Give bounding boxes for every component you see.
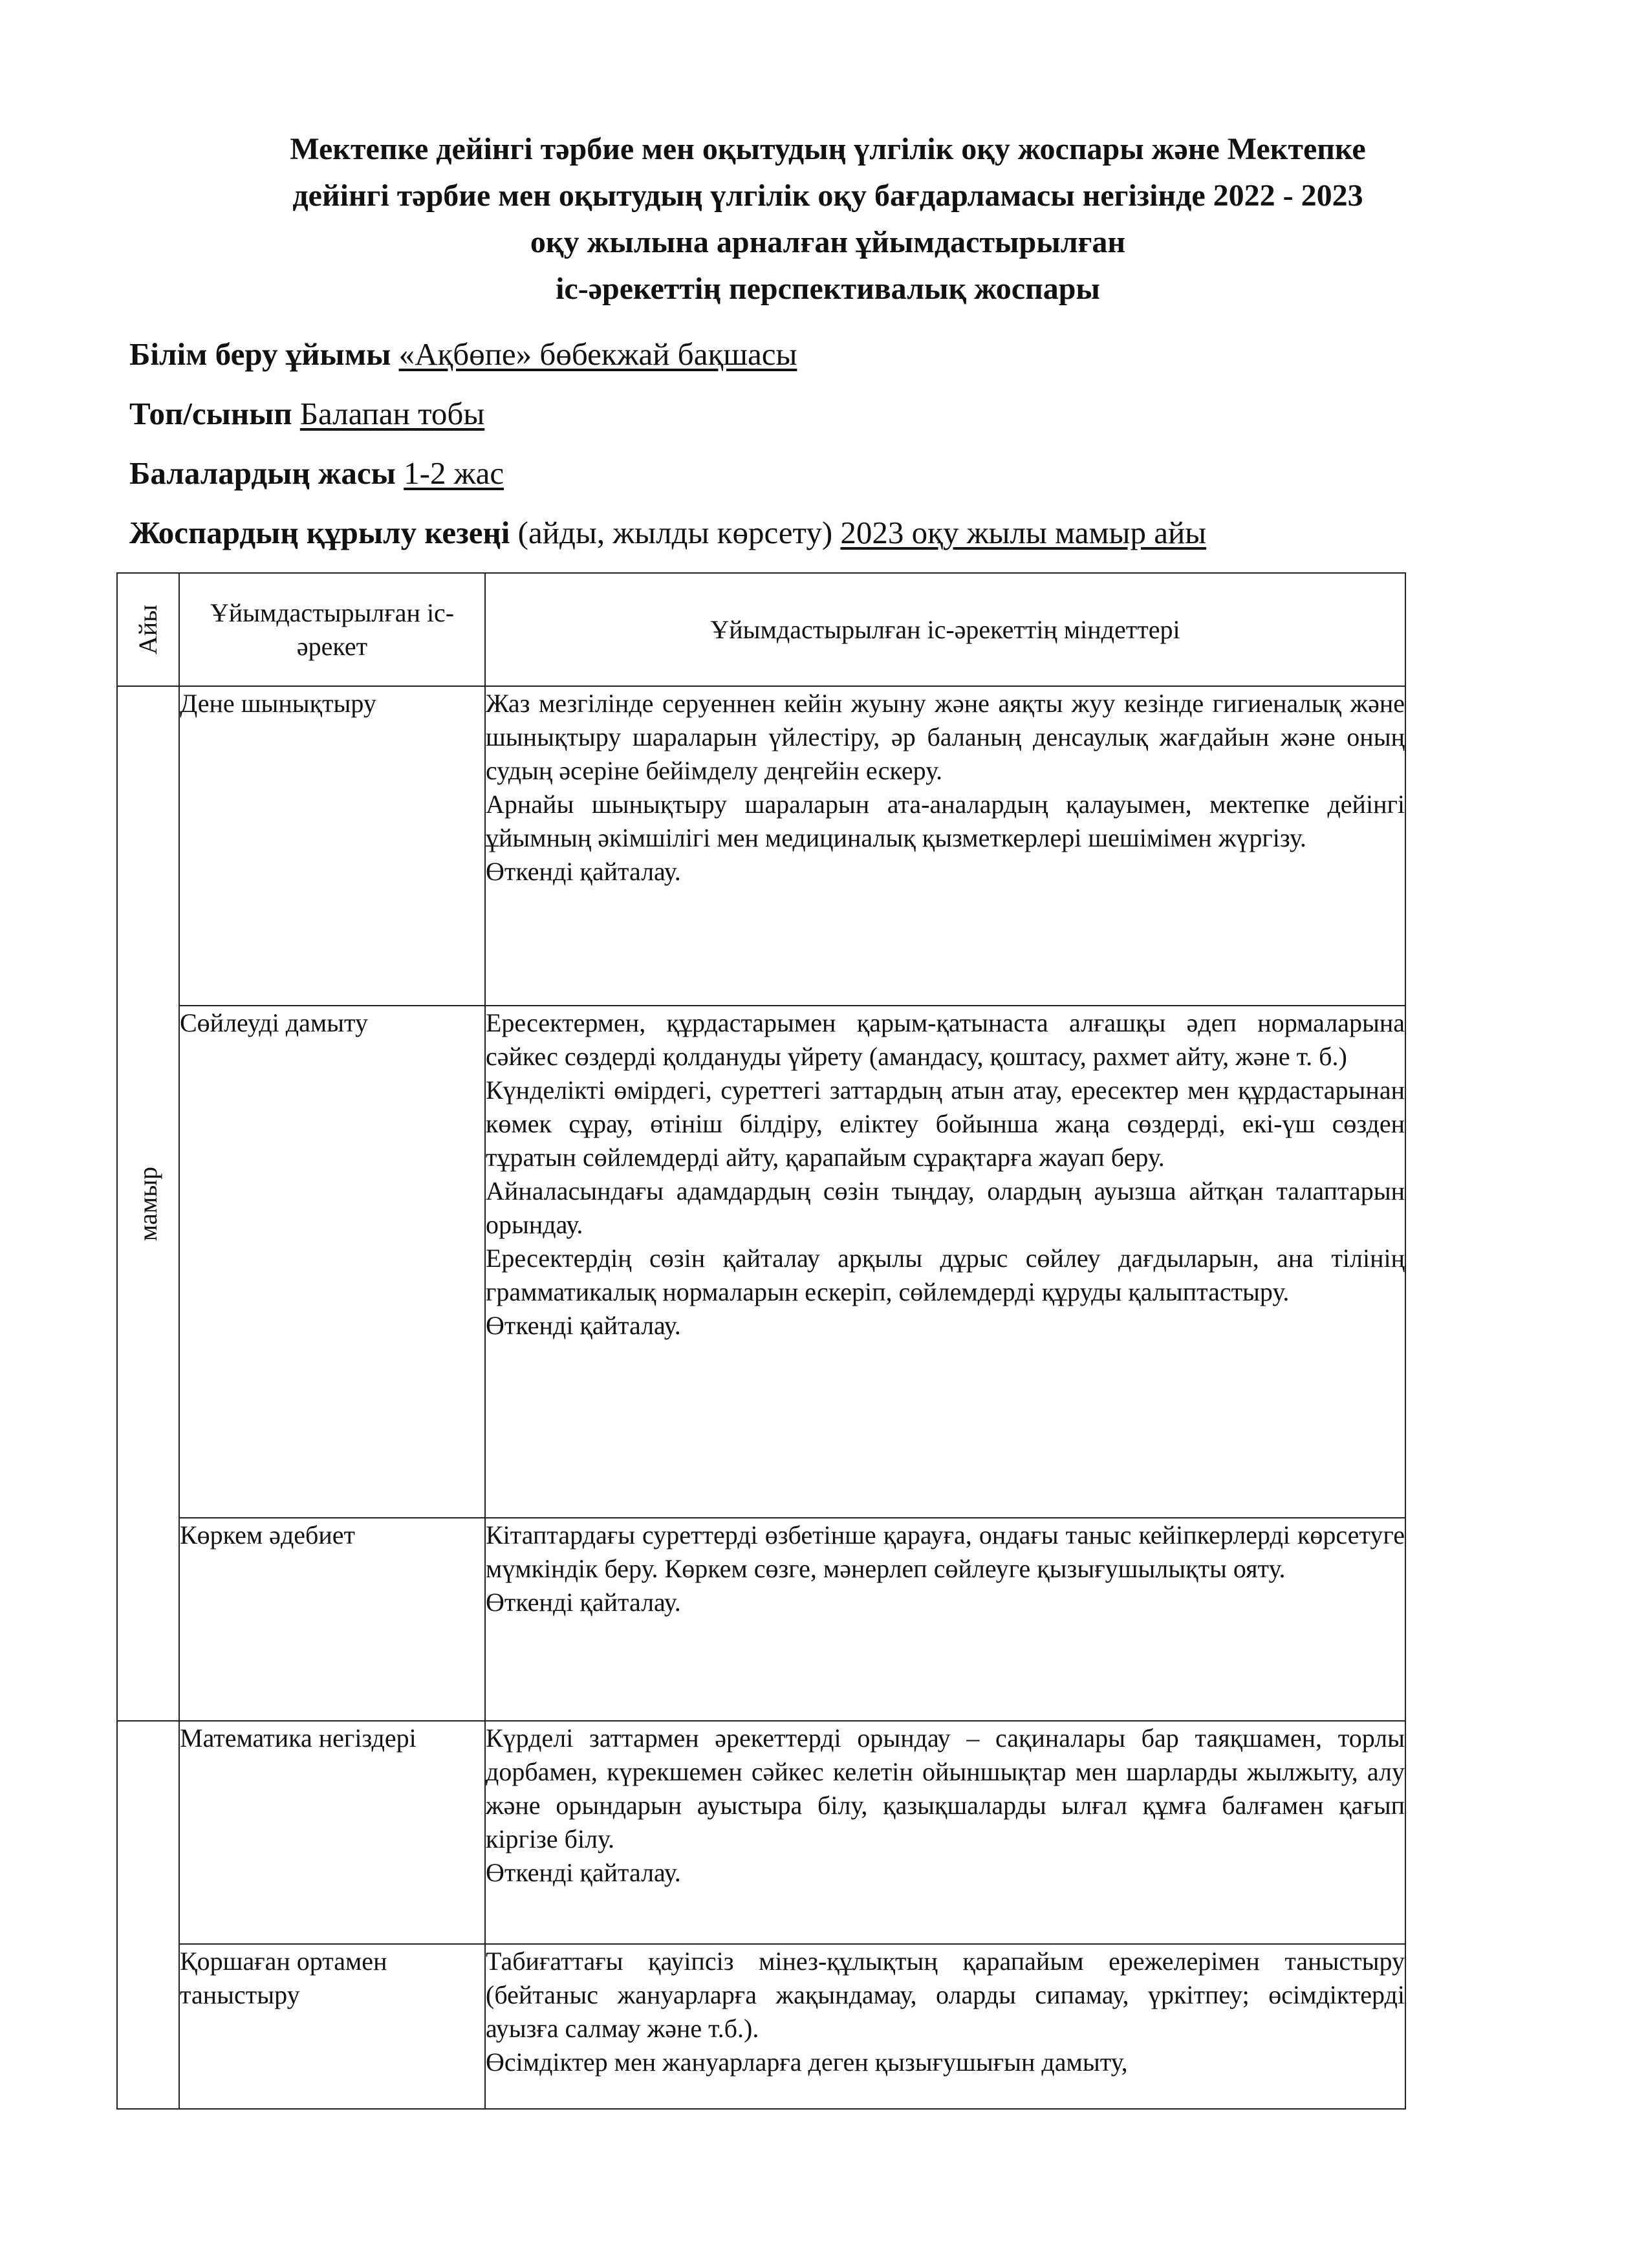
tasks-cell <box>485 1518 1405 1721</box>
task-text: Өткенді қайталау. <box>486 857 681 886</box>
tasks-cell <box>485 1944 1405 2109</box>
task-text: Өсімдіктер мен жануарларға деген қызығушығын дамыту, <box>486 2047 1128 2077</box>
document-meta <box>129 325 1206 563</box>
task-text: Ересектермен, құрдастарымен қарым-қатынаста алғашқы әдеп нормаларына сәйкес сөздерді қолдануды үйрету (амандасу, қоштасу, рахмет айту, және т. б.) <box>486 1008 1405 1071</box>
month-cell-empty <box>117 1721 179 2109</box>
table-row <box>117 1006 1405 1518</box>
task-text: Кітаптардағы суреттерді өзбетінше қарауға, ондағы таныс кейіпкерлерді көрсетуге мүмкіндік беру. Көркем сөзге, мәнерлеп сөйлеуге қызығушылықты ояту. <box>486 1520 1405 1583</box>
table-row <box>117 1944 1405 2109</box>
period-row <box>129 503 1206 563</box>
org-row <box>129 325 1206 384</box>
table-header-row <box>117 573 1405 686</box>
month-label: мамыр <box>133 1166 162 1241</box>
task-text: Өткенді қайталау. <box>486 1858 681 1887</box>
task-text: Күрделі заттармен әрекеттерді орындау – сақиналары бар таяқшамен, торлы дорбамен, күрекшемен сәйкес келетін ойыншықтар мен шарларды жылжыту, алу және орындарын ауыстыра білу, қазықшаларды ылғал құмға балғамен қағып кіргізе білу. <box>486 1723 1405 1853</box>
group-label: Топ/сынып <box>129 396 292 431</box>
org-label: Білім беру ұйымы <box>129 336 391 372</box>
table-row <box>117 1518 1405 1721</box>
task-text: Өткенді қайталау. <box>486 1311 681 1340</box>
activity-cell: Сөйлеуді дамыту <box>179 1006 485 1518</box>
period-label: Жоспардың құрылу кезеңі <box>129 515 510 550</box>
table-row <box>117 686 1405 1006</box>
header-month <box>117 573 179 686</box>
org-value: «Ақбөпе» бөбекжай бақшасы <box>398 336 797 372</box>
group-row <box>129 384 1206 444</box>
title-line: іс-әрекеттің перспективалық жоспары <box>556 272 1100 306</box>
tasks-cell <box>485 1721 1405 1944</box>
age-label: Балалардың жасы <box>129 455 396 491</box>
header-tasks: Ұйымдастырылған іс-әрекеттің міндеттері <box>485 573 1405 686</box>
tasks-cell <box>485 686 1405 1006</box>
activity-cell: Қоршаған ортамен таныстыру <box>179 1944 485 2109</box>
age-row <box>129 444 1206 503</box>
title-line: оқу жылына арналған ұйымдастырылған <box>530 225 1126 259</box>
activity-cell: Математика негіздері <box>179 1721 485 1944</box>
tasks-cell <box>485 1006 1405 1518</box>
task-text: Табиғаттағы қауіпсіз мінез-құлықтың қарапайым ережелерімен таныстыру (бейтаныс жануарларға жақындамау, оларды сипамау, үркітпеу; өсімдіктерді ауызға салмау және т.б.). <box>486 1947 1405 2043</box>
title-line: дейінгі тәрбие мен оқытудың үлгілік оқу бағдарламасы негізінде 2022 - 2023 <box>292 178 1363 213</box>
period-note: (айды, жылды көрсету) <box>517 515 833 550</box>
age-value: 1-2 жас <box>404 455 504 491</box>
title-line: Мектепке дейінгі тәрбие мен оқытудың үлгілік оқу жоспары және Мектепке <box>290 132 1366 166</box>
task-text: Өткенді қайталау. <box>486 1588 681 1617</box>
task-text: Арнайы шынықтыру шараларын ата-аналардың қалауымен, мектепке дейінгі ұйымның әкімшілігі мен медициналық қызметкерлері шешімімен жүргізу. <box>486 790 1405 852</box>
group-value: Балапан тобы <box>299 396 485 431</box>
header-activity: Ұйымдастырылған іс-әрекет <box>179 573 485 686</box>
task-text: Күнделікті өмірдегі, суреттегі заттардың атын атау, ересектер мен құрдастарынан көмек сұрау, өтініш білдіру, еліктеу бойынша жаңа сөздерді, екі-үш сөзден тұратын сөйлемдерді айту, қарапайым сұрақтарға жауап беру. <box>486 1075 1405 1172</box>
task-text: Айналасындағы адамдардың сөзін тыңдау, олардың ауызша айтқан талаптарын орындау. <box>486 1176 1405 1239</box>
plan-table <box>116 572 1406 2110</box>
header-month-label: Айы <box>133 604 162 655</box>
table-row <box>117 1721 1405 1944</box>
task-text: Жаз мезгілінде серуеннен кейін жуыну және аяқты жуу кезінде гигиеналық және шынықтыру шараларын үйлестіру, әр баланың денсаулық жағдайын және оның судың әсеріне бейімделу деңгейін ескеру. <box>486 689 1405 785</box>
period-value: 2023 оқу жылы мамыр айы <box>840 515 1207 550</box>
activity-cell: Көркем әдебиет <box>179 1518 485 1721</box>
task-text: Ересектердің сөзін қайталау арқылы дұрыс сөйлеу дағдыларын, ана тілінің грамматикалық нормаларын ескеріп, сөйлемдерді құруды қалыптастыру. <box>486 1244 1405 1306</box>
month-cell <box>117 686 179 1721</box>
activity-cell: Дене шынықтыру <box>179 686 485 1006</box>
document-title <box>97 126 1559 312</box>
